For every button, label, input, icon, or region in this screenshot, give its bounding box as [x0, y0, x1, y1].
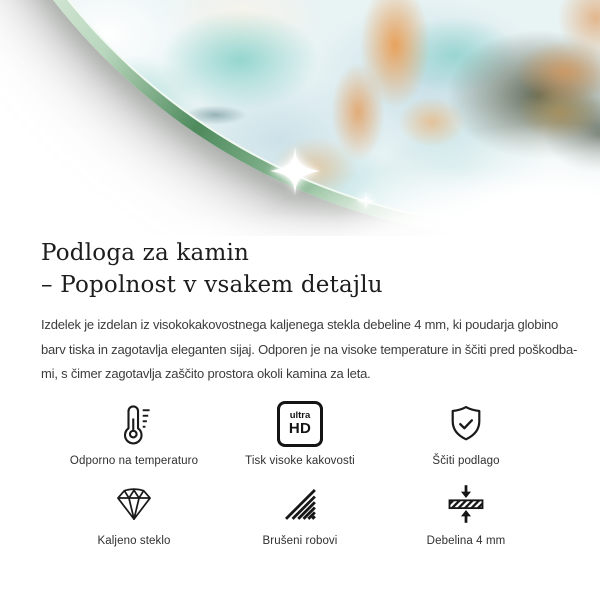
- title-line-2: – Popolnost v vsakem detajlu: [41, 271, 383, 298]
- feature-item-ultra-hd: [217, 400, 383, 467]
- feature-label: Odporno na temperaturo: [69, 454, 199, 467]
- thermometer-icon: [112, 400, 156, 448]
- feature-item-diamond: [51, 480, 217, 547]
- product-image: [0, 0, 600, 236]
- ultra-hd-badge: [277, 401, 323, 447]
- thickness-icon: [444, 480, 488, 528]
- feature-label: Ščiti podlago: [432, 454, 500, 467]
- feature-label: Tisk visoke kakovosti: [245, 454, 355, 467]
- beveled-edges-icon: [279, 480, 321, 528]
- description-line: Izdelek je izdelan iz visokokakovostnega kaljenega stekla debeline 4 mm, ki poudarja globino: [41, 317, 559, 332]
- title-line-1: Podloga za kamin: [41, 240, 250, 266]
- feature-label: Debelina 4 mm: [426, 534, 506, 547]
- feature-item-thermometer: [51, 400, 217, 467]
- feature-item-beveled-edges: [217, 480, 383, 547]
- ultra-hd-text-bottom: HD: [288, 420, 312, 438]
- description-line: mi, s čimer zagotavlja zaščito prostora okoli kamina za leta.: [41, 366, 371, 381]
- product-info: [0, 238, 600, 547]
- shield-check-icon: [444, 400, 488, 448]
- ultra-hd-icon: [277, 400, 323, 448]
- ultra-hd-text-top: ultra: [289, 409, 311, 421]
- feature-item-shield-check: [383, 400, 549, 467]
- product-description: [41, 313, 578, 387]
- description-line: barv tiska in zagotavlja eleganten sijaj. Odporen je na visoke temperature in ščiti pred poškodba-: [41, 341, 578, 357]
- feature-label: Kaljeno steklo: [97, 534, 171, 547]
- page-title: [41, 238, 559, 301]
- features-grid: [41, 400, 559, 547]
- feature-label: Brušeni robovi: [262, 534, 338, 547]
- diamond-icon: [112, 480, 156, 528]
- feature-item-thickness: [383, 480, 549, 547]
- sparkle-icon: [269, 145, 321, 197]
- sparkle-small-icon: [356, 191, 376, 211]
